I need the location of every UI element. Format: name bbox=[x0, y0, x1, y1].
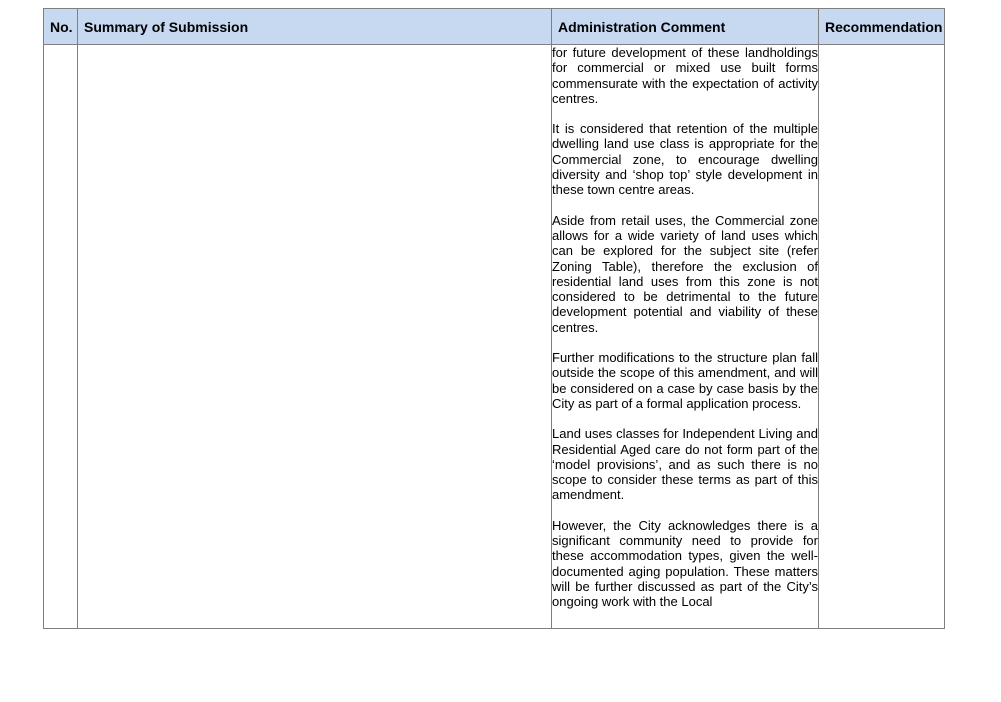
comment-paragraph: Aside from retail uses, the Commercial zone allows for a wide variety of land uses which can be explored for the subject site (refer Zoning Table), therefore the exclusion of residential land uses from this zone is not considered to be detrimental to the future development potential and viability of these centres. bbox=[552, 212, 818, 335]
table-header-row bbox=[44, 9, 945, 45]
table-row bbox=[44, 45, 945, 629]
cell-recommendation bbox=[819, 45, 945, 629]
comment-paragraph: It is considered that retention of the multiple dwelling land use class is appropriate for the Commercial zone, to encourage dwelling diversity and ‘shop top’ style development in these town centre areas. bbox=[552, 121, 818, 198]
cell-no bbox=[44, 45, 78, 629]
comment-paragraph: However, the City acknowledges there is a significant community need to provide for these accommodation types, given the well-documented aging population. These matters will be further discussed as part of the City’s ongoing work with the Local bbox=[552, 517, 818, 610]
comment-paragraph: Further modifications to the structure plan fall outside the scope of this amendment, and will be considered on a case by case basis by the City as part of a formal application process. bbox=[552, 350, 818, 411]
header-no: No. bbox=[44, 9, 78, 45]
header-recommendation: Recommendation bbox=[819, 9, 945, 45]
cell-comment bbox=[552, 45, 819, 629]
comment-paragraph: for future development of these landholdings for commercial or mixed use built forms commensurate with the expectation of activity centres. bbox=[552, 45, 818, 106]
comment-paragraph: Land uses classes for Independent Living and Residential Aged care do not form part of the ‘model provisions’, and as such there is no scope to consider these terms as part of this amendment. bbox=[552, 426, 818, 503]
header-comment: Administration Comment bbox=[552, 9, 819, 45]
header-summary: Summary of Submission bbox=[78, 9, 552, 45]
cell-summary bbox=[78, 45, 552, 629]
submissions-table bbox=[43, 8, 945, 629]
